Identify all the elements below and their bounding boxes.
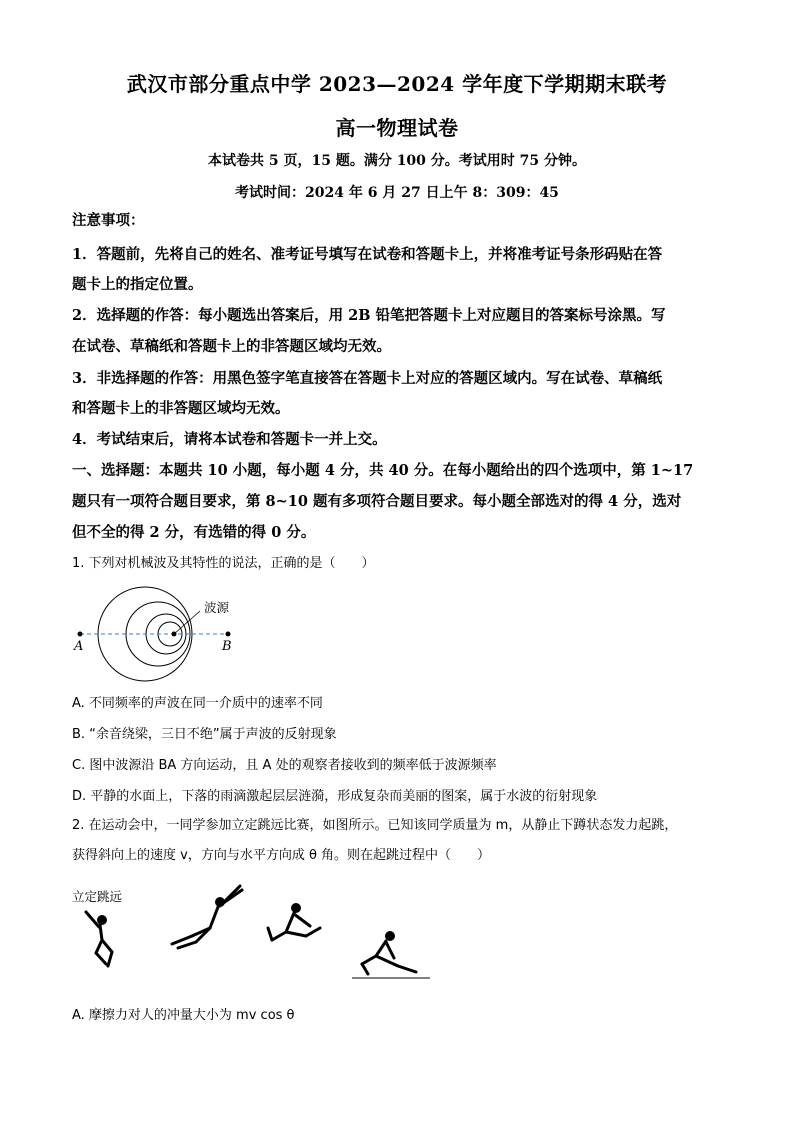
source-pointer-line bbox=[174, 611, 200, 634]
label-b: B bbox=[222, 639, 232, 654]
exam-title: 武汉市部分重点中学 2023—2024 学年度下学期期末联考 bbox=[126, 72, 668, 96]
exam-subtitle: 高一物理试卷 bbox=[335, 116, 459, 140]
q1-option-b: B. “余音绕梁，三日不绝”属于声波的反射现象 bbox=[72, 727, 337, 742]
notice-item-2-line-2: 在试卷、草稿纸和答题卡上的非答题区域均无效。 bbox=[72, 338, 391, 355]
point-b-dot bbox=[226, 632, 231, 637]
q1-option-d: D. 平静的水面上，下落的雨滴激起层层涟漪，形成复杂而美丽的图案，属于水波的衍射现象 bbox=[72, 789, 598, 804]
notice-item-3-line-1: 3．非选择题的作答：用黑色签字笔直接答在答题卡上对应的答题区域内。写在试卷、草稿纸 bbox=[72, 370, 663, 387]
notice-item-2-line-1: 2．选择题的作答：每小题选出答案后，用 2B 铅笔把答题卡上对应题目的答案标号涂黑。写 bbox=[72, 307, 666, 324]
q2-jump-figure bbox=[72, 878, 442, 988]
exam-info-pages: 本试卷共 5 页，15 题。满分 100 分。考试用时 75 分钟。 bbox=[207, 153, 587, 169]
q1-option-a: A. 不同频率的声波在同一介质中的速率不同 bbox=[72, 696, 323, 711]
label-wave-source: 波源 bbox=[204, 600, 230, 615]
section-1-line-2: 题只有一项符合题目要求，第 8~10 题有多项符合题目要求。每小题全部选对的得 4 分，选对 bbox=[72, 493, 682, 510]
q1-option-c: C. 图中波源沿 BA 方向运动，且 A 处的观察者接收到的频率低于波源频率 bbox=[72, 758, 497, 773]
jumper-figure-takeoff bbox=[172, 886, 242, 948]
q1-stem: 1. 下列对机械波及其特性的说法，正确的是（ ） bbox=[72, 556, 375, 571]
section-1-line-1: 一、选择题：本题共 10 小题，每小题 4 分，共 40 分。在每小题给出的四个选项中，第 1~17 bbox=[72, 462, 694, 479]
jumper-figure-landing bbox=[362, 931, 416, 974]
jumper-figure-crouch bbox=[86, 912, 112, 966]
notice-item-1-line-1: 1．答题前，先将自己的姓名、准考证号填写在试卷和答题卡上，并将准考证号条形码贴在答 bbox=[72, 246, 663, 263]
notice-item-3-line-2: 和答题卡上的非答题区域均无效。 bbox=[72, 400, 290, 417]
notice-item-4: 4．考试结束后，请将本试卷和答题卡一并上交。 bbox=[72, 431, 387, 448]
point-a-dot bbox=[78, 632, 83, 637]
q2-option-a: A. 摩擦力对人的冲量大小为 mv cos θ bbox=[72, 1008, 295, 1023]
label-a: A bbox=[74, 639, 84, 654]
exam-info-time: 考试时间：2024 年 6 月 27 日上午 8：309：45 bbox=[235, 185, 559, 201]
q2-figure-label: 立定跳远 bbox=[72, 889, 123, 904]
q2-stem-line-1: 2. 在运动会中，一同学参加立定跳远比赛，如图所示。已知该同学质量为 m，从静止下蹲状态发力起跳， bbox=[72, 818, 678, 833]
notice-item-1-line-2: 题卡上的指定位置。 bbox=[72, 276, 203, 293]
q2-stem-line-2: 获得斜向上的速度 v，方向与水平方向成 θ 角。则在起跳过程中（ ） bbox=[72, 848, 491, 863]
section-1-line-3: 但不全的得 2 分，有选错的得 0 分。 bbox=[72, 524, 316, 541]
notice-heading: 注意事项： bbox=[72, 212, 145, 229]
jumper-figure-flight bbox=[268, 903, 320, 940]
